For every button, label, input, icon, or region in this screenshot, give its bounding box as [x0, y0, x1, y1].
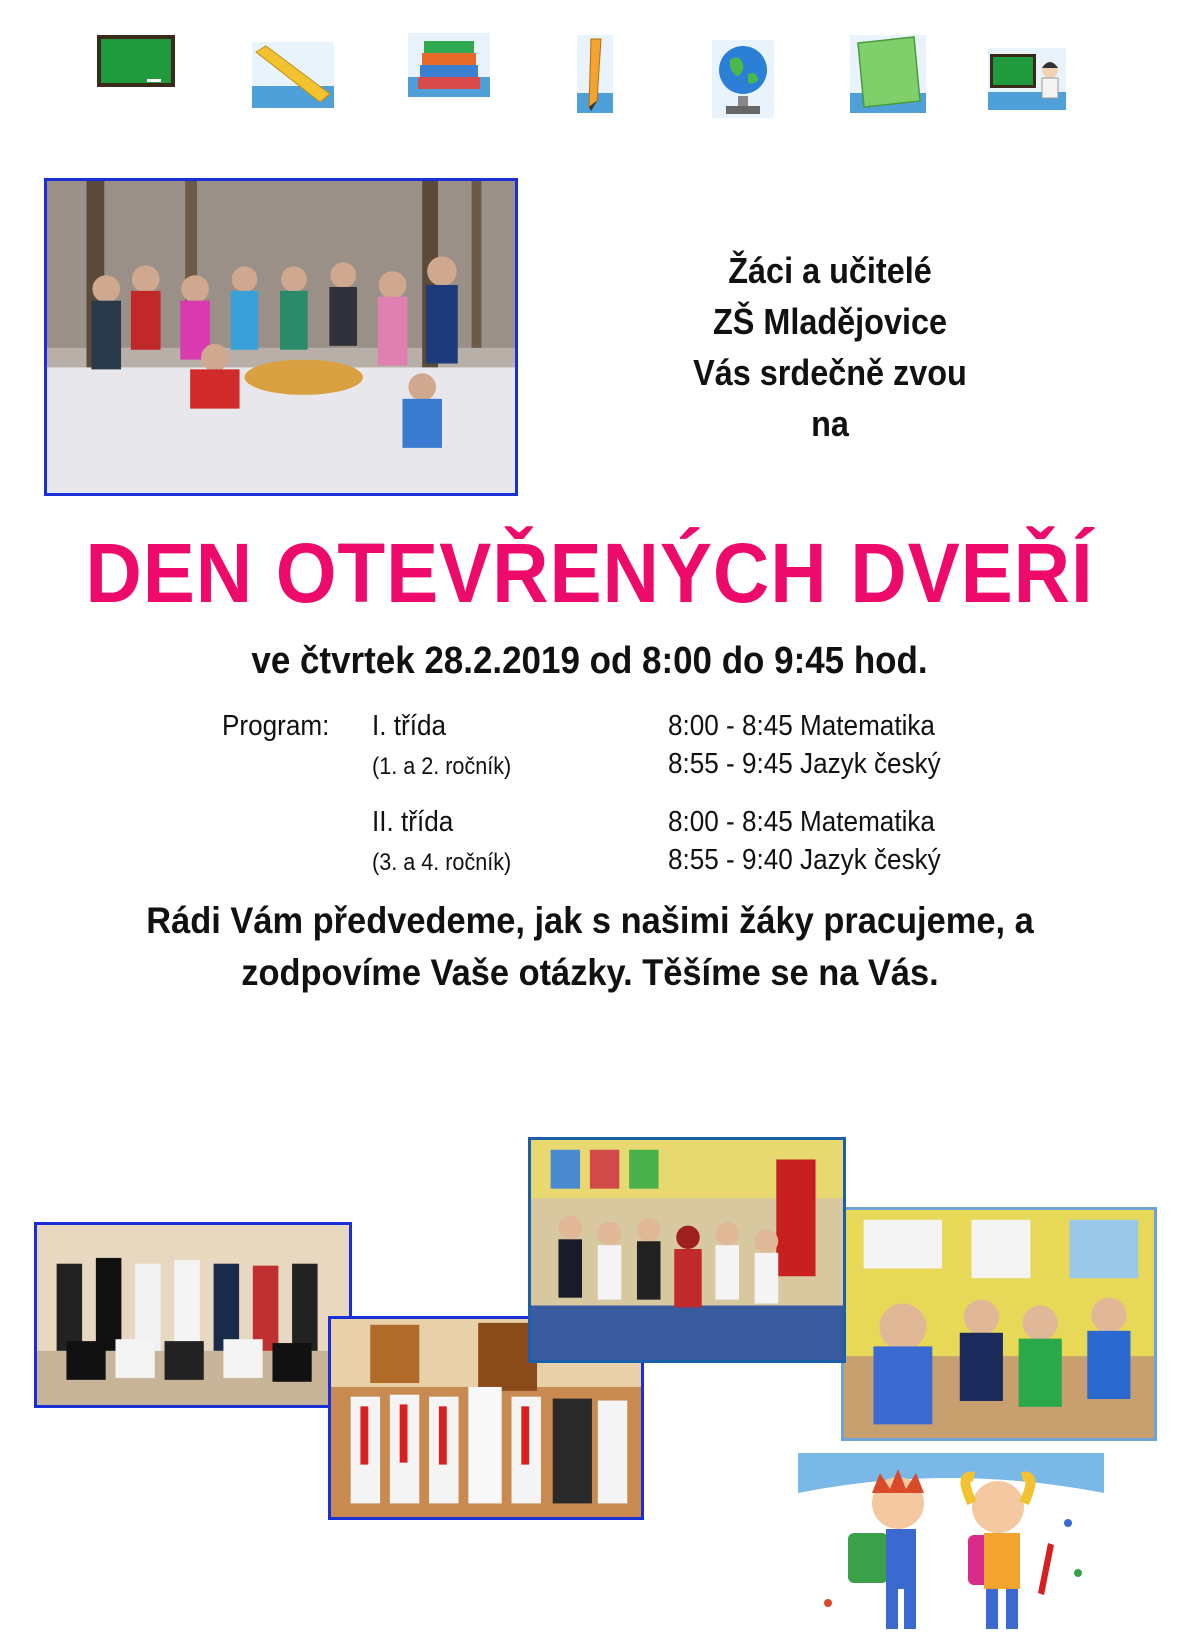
- notebook-icon: [850, 35, 926, 113]
- program-label: Program:: [222, 710, 330, 742]
- globe-icon: [712, 40, 774, 118]
- class-1-lesson-1: 8:00 - 8:45 Matematika: [668, 710, 935, 742]
- pencil-icon: [577, 35, 613, 113]
- invitation-text: [659, 245, 1001, 449]
- closing-line-1: Rádi Vám předvedeme, jak s našimi žáky pracujeme, a: [146, 900, 1034, 941]
- chalkboard-icon: [97, 35, 175, 87]
- class-1-years: (1. a 2. ročník): [372, 753, 512, 780]
- invitation-line-3: Vás srdečně zvou: [693, 352, 967, 393]
- event-headline: DEN OTEVŘENÝCH DVEŘÍ: [85, 526, 1094, 620]
- classroom-activity-photo: [841, 1207, 1157, 1441]
- closing-text: [97, 895, 1083, 999]
- class-2-lesson-1: 8:00 - 8:45 Matematika: [668, 806, 935, 838]
- class-1-lesson-2: 8:55 - 9:45 Jazyk český: [668, 748, 941, 780]
- kids-with-backpacks-illustration: [798, 1453, 1104, 1652]
- class-2-years: (3. a 4. ročník): [372, 849, 512, 876]
- invitation-line-4: na: [811, 403, 849, 444]
- books-icon: [408, 33, 490, 97]
- winter-forest-photo: [44, 178, 518, 496]
- class-2-name: II. třída: [372, 806, 454, 838]
- invitation-line-2: ZŠ Mladějovice: [712, 301, 948, 342]
- class-2-lesson-2: 8:55 - 9:40 Jazyk český: [668, 844, 941, 876]
- closing-line-2: zodpovíme Vaše otázky. Těšíme se na Vás.: [241, 952, 939, 993]
- costume-group-photo: [34, 1222, 352, 1408]
- invitation-line-1: Žáci a učitelé: [728, 250, 932, 291]
- ruler-icon: [252, 42, 334, 108]
- st-nicholas-classroom-photo: [528, 1137, 846, 1363]
- class-1-name: I. třída: [372, 710, 446, 742]
- teacher-board-icon: [988, 48, 1066, 110]
- event-date-line: ve čtvrtek 28.2.2019 od 8:00 do 9:45 hod.: [251, 640, 928, 682]
